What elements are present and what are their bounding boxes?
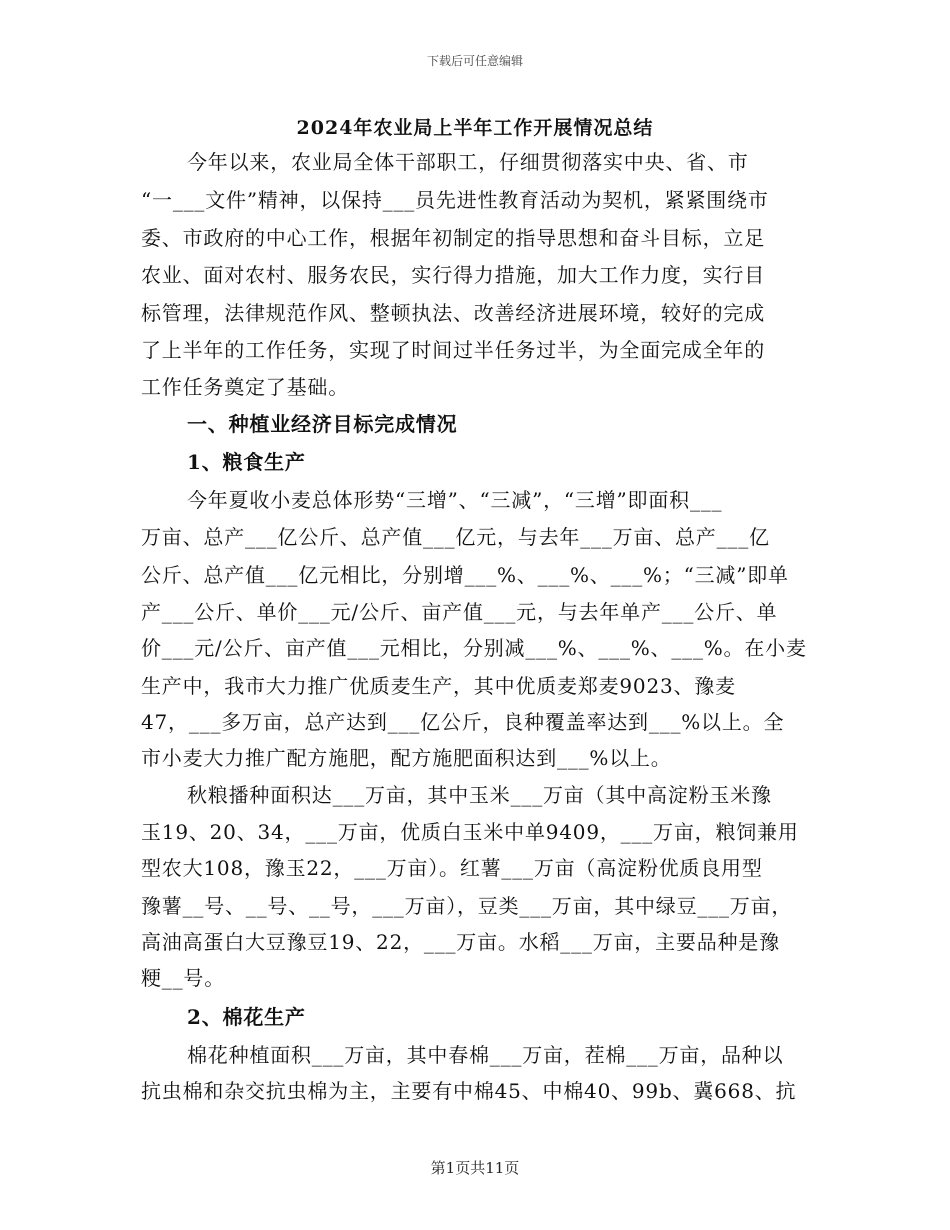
autumn-grain-line: 粳__号。 <box>141 966 225 990</box>
intro-line: 了上半年的工作任务，实现了时间过半任务过半，为全面完成全年的 <box>141 338 765 362</box>
autumn-grain-line: 玉19、20、34，___万亩，优质白玉米中单9409，___万亩，粮饲兼用 <box>141 820 799 844</box>
page-header-note: 下载后可任意编辑 <box>426 54 523 68</box>
intro-line: 委、市政府的中心工作，根据年初制定的指导思想和奋斗目标，立足 <box>141 226 765 250</box>
intro-line: “一___文件”精神，以保持___员先进性教育活动为契机，紧紧围绕市 <box>141 188 769 212</box>
grain-line: 47，___多万亩，总产达到___亿公斤，良种覆盖率达到___%以上。全 <box>141 710 785 734</box>
grain-line: 价___元/公斤、亩产值___元相比，分别减___%、___%、___%。在小麦 <box>141 636 807 660</box>
grain-line: 生产中，我市大力推广优质麦生产，其中优质麦郑麦9023、豫麦 <box>141 674 736 698</box>
subsection-heading: 2、棉花生产 <box>187 1005 306 1029</box>
autumn-grain-line: 秋粮播种面积达___万亩，其中玉米___万亩（其中高淀粉玉米豫 <box>187 783 772 807</box>
intro-line: 标管理，法律规范作风、整顿执法、改善经济进展环境，较好的完成 <box>141 301 765 325</box>
autumn-grain-line: 豫薯__号、__号、__号，___万亩），豆类___万亩，其中绿豆___万亩， <box>141 894 793 918</box>
section-heading: 一、种植业经济目标完成情况 <box>187 412 458 436</box>
subsection-heading: 1、粮食生产 <box>187 450 306 474</box>
page-number: 第1页共11页 <box>430 1159 520 1177</box>
grain-line: 万亩、总产___亿公斤、总产值___亿元，与去年___万亩、总产___亿 <box>141 525 770 549</box>
grain-line: 公斤、总产值___亿元相比，分别增___%、___%、___%；“三减”即单 <box>141 563 789 587</box>
autumn-grain-line: 型农大108，豫玉22，___万亩）。红薯___万亩（高淀粉优质良用型 <box>141 856 763 880</box>
document-title: 2024年农业局上半年工作开展情况总结 <box>296 117 654 139</box>
cotton-line: 棉花种植面积___万亩，其中春棉___万亩，茬棉___万亩，品种以 <box>187 1043 784 1067</box>
intro-line: 工作任务奠定了基础。 <box>141 375 349 399</box>
intro-line: 农业、面对农村、服务农民，实行得力措施，加大工作力度，实行目 <box>141 263 765 287</box>
grain-line: 今年夏收小麦总体形势“三增”、“三减”，“三增”即面积___ <box>187 488 723 512</box>
cotton-line: 抗虫棉和杂交抗虫棉为主，主要有中棉45、中棉40、99b、冀668、抗 <box>141 1079 797 1103</box>
intro-line: 今年以来，农业局全体干部职工，仔细贯彻落实中央、省、市 <box>187 150 749 174</box>
grain-line: 市小麦大力推广配方施肥，配方施肥面积达到___%以上。 <box>141 746 672 770</box>
grain-line: 产___公斤、单价___元/公斤、亩产值___元，与去年单产___公斤、单 <box>141 600 778 624</box>
autumn-grain-line: 高油高蛋白大豆豫豆19、22，___万亩。水稻___万亩，主要品种是豫 <box>141 930 780 954</box>
